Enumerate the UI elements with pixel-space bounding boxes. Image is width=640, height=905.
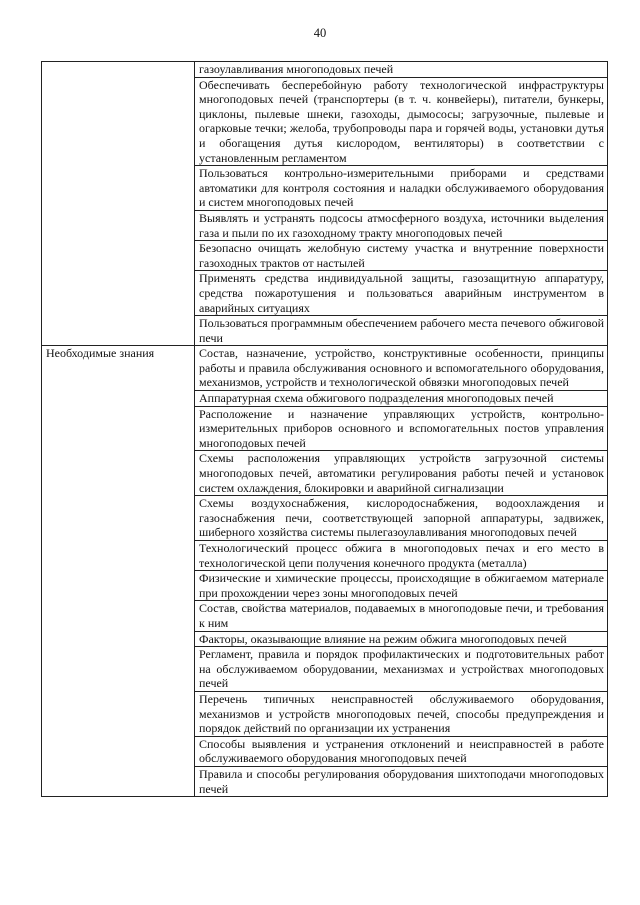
table-cell-text: Применять средства индивидуальной защиты, газозащитную аппаратуру, средства пожаротушения и пользоваться аварийным инструментом в аварийных ситуациях (195, 271, 608, 316)
table-cell-text: Правила и способы регулирования оборудования шихтоподачи многоподовых печей (195, 766, 608, 796)
table-cell-text: Пользоваться программным обеспечением рабочего места печевого обжиговой печи (195, 316, 608, 346)
table-cell-text: Способы выявления и устранения отклонений и неисправностей в работе обслуживаемого оборудования многоподовых печей (195, 736, 608, 766)
table-cell-text: Обеспечивать бесперебойную работу технологической инфраструктуры многоподовых печей (транспортеры (в т. ч. конвейеры), питатели, бункеры, циклоны, пылевые шнеки, газоходы, дымососы; загрузочные, пылевые и огарковые течки; желоба, трубопроводы пара и горячей воды, установки дутья и обогащения дутья кислородом, вентиляторы) в соответствии с установленным регламентом (195, 77, 608, 166)
table-cell-text: Расположение и назначение управляющих устройств, контрольно-измерительных приборов основного и вспомогательных постов управления многоподовых печей (195, 406, 608, 451)
row-label-skills (42, 62, 195, 346)
table-cell-text: Состав, назначение, устройство, конструктивные особенности, принципы работы и правила обслуживания основного и вспомогательного оборудования, механизмов, устройств и технологической обвязки многоподовых печей (195, 346, 608, 391)
table-cell-text: Регламент, правила и порядок профилактических и подготовительных работ на обслуживаемом оборудовании, механизмах и устройствах многоподовых печей (195, 647, 608, 692)
row-label-required-knowledge: Необходимые знания (42, 346, 195, 797)
table-cell-text: Факторы, оказывающие влияние на режим обжига многоподовых печей (195, 631, 608, 647)
table-row (42, 346, 608, 391)
table-cell-text: Пользоваться контрольно-измерительными приборами и средствами автоматики для контроля состояния и наладки обслуживаемого оборудования и систем многоподовых печей (195, 166, 608, 211)
table-cell-text: Состав, свойства материалов, подаваемых в многоподовые печи, и требования к ним (195, 601, 608, 631)
table-cell-text: Физические и химические процессы, происходящие в обжигаемом материале при прохождении через зоны многоподовых печей (195, 571, 608, 601)
table-cell-text: Безопасно очищать желобную систему участка и внутренние поверхности газоходных трактов от настылей (195, 241, 608, 271)
page-number: 40 (313, 26, 327, 40)
table-cell-text: Выявлять и устранять подсосы атмосферного воздуха, источники выделения газа и пыли по их газоходному тракту многоподовых печей (195, 210, 608, 240)
table-row (42, 62, 608, 78)
table-cell-text: Перечень типичных неисправностей обслуживаемого оборудования, механизмов и устройств многоподовых печей, способы предупреждения и порядок действий по организации их устранения (195, 691, 608, 736)
table-cell-text: Схемы расположения управляющих устройств загрузочной системы многоподовых печей, автоматики регулирования работы печей и установок систем охлаждения, блокировки и аварийной сигнализации (195, 451, 608, 496)
table-cell-text: Технологический процесс обжига в многоподовых печах и его место в технологической цепи получения конечного продукта (металла) (195, 541, 608, 571)
table-cell-text: Аппаратурная схема обжигового подразделения многоподовых печей (195, 391, 608, 407)
requirements-table (41, 61, 608, 797)
table-cell-text: газоулавливания многоподовых печей (195, 62, 608, 78)
table-cell-text: Схемы воздухоснабжения, кислородоснабжения, водоохлаждения и газоснабжения печи, соответствующей запорной аппаратуры, задвижек, шиберного хозяйства системы пылегазоулавливания многоподовых печей (195, 496, 608, 541)
